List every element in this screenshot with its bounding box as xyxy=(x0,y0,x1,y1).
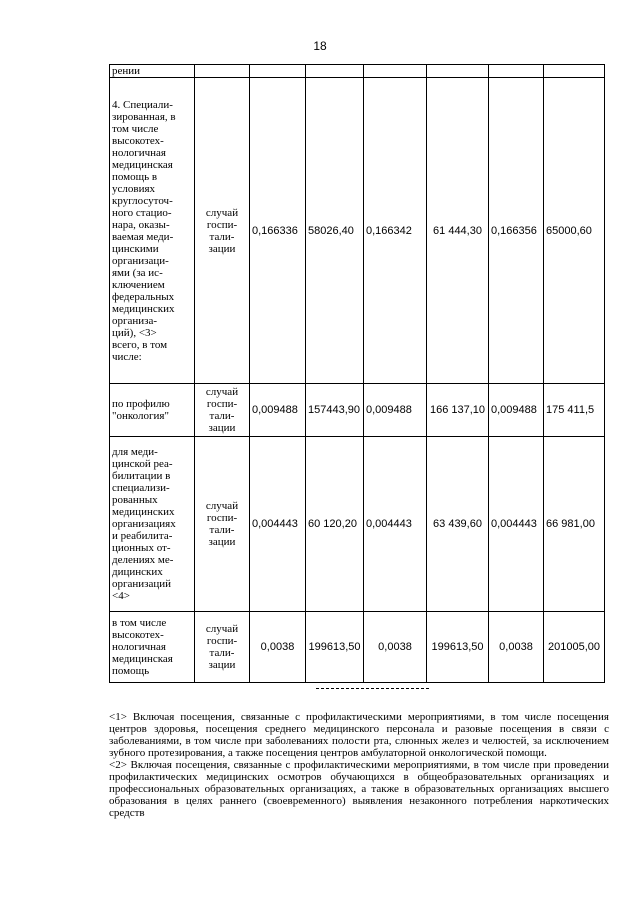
page-number: 18 xyxy=(313,39,327,53)
name-line: медицинских xyxy=(112,302,175,315)
value-cell: 0,009488 xyxy=(250,384,306,437)
unit-line: госпи- xyxy=(206,512,238,524)
unit-line: зации xyxy=(208,659,236,671)
unit-line: зации xyxy=(208,536,236,548)
footnote-1: <1> Включая посещения, связанные с профилактическими мероприятиями, в том числе посещения центров здоровья, посещения среднего медицинского персонала и разовые посещения в связи с заболеваниями, в том числе при заболеваниях полости рта, слюнных желез и челюстей, за исключением зубного протезирования, а также посещения центров амбулаторной онкологической помощи. xyxy=(109,711,609,759)
name-line: и реабилита- xyxy=(112,530,173,542)
name-line: организаци- xyxy=(112,254,169,267)
unit-line: госпи- xyxy=(206,218,238,231)
name-line: ного стацио- xyxy=(112,206,172,219)
unit-line: случай xyxy=(205,386,239,398)
value-cell: 157443,90 xyxy=(306,384,364,437)
value-cell: 0,0038 xyxy=(489,612,544,683)
name-line: организаций xyxy=(112,578,172,590)
table-body xyxy=(110,65,605,683)
value-cell: 199613,50 xyxy=(306,612,364,683)
name-line: круглосуточ- xyxy=(112,194,173,207)
unit-line: тали- xyxy=(209,230,235,243)
value-cell: 66 981,00 xyxy=(544,437,605,612)
unit-cell xyxy=(195,78,250,384)
row-name-cell xyxy=(110,78,195,384)
footnote-separator xyxy=(316,688,429,689)
name-line: ключением xyxy=(112,278,165,291)
name-line: медицинских xyxy=(112,506,175,518)
unit-cell xyxy=(195,384,250,437)
name-line: помощь xyxy=(112,665,150,677)
value-cell xyxy=(250,65,306,78)
name-line: по профилю xyxy=(112,398,170,410)
footnotes xyxy=(109,711,609,819)
name-line: условиях xyxy=(112,182,156,195)
value-cell: 0,166342 xyxy=(364,78,427,384)
table-row xyxy=(110,437,605,612)
name-line: высокотех- xyxy=(112,134,164,147)
name-line: для меди- xyxy=(112,446,158,458)
name-line: медицинская xyxy=(112,653,173,665)
name-line: зированная, в xyxy=(112,110,176,123)
value-cell: 199613,50 xyxy=(427,612,489,683)
name-line: ваемая меди- xyxy=(112,230,174,243)
value-cell: 0,004443 xyxy=(489,437,544,612)
name-line: дицинских xyxy=(112,566,163,578)
name-line: нара, оказы- xyxy=(112,218,170,231)
value-cell: 60 120,20 xyxy=(306,437,364,612)
value-cell xyxy=(306,65,364,78)
unit-line: госпи- xyxy=(206,635,238,647)
value-cell: 65000,60 xyxy=(544,78,605,384)
value-cell: 166 137,10 xyxy=(427,384,489,437)
value-cell: 201005,00 xyxy=(544,612,605,683)
unit-line: случай xyxy=(205,206,239,219)
unit-cell xyxy=(195,612,250,683)
value-cell: 0,009488 xyxy=(489,384,544,437)
unit-line: тали- xyxy=(209,647,235,659)
value-cell xyxy=(364,65,427,78)
name-line: билитации в xyxy=(112,470,171,482)
value-cell: 61 444,30 xyxy=(427,78,489,384)
name-line: организациях xyxy=(112,518,176,530)
name-line: числе: xyxy=(112,350,142,363)
name-line: нологичная xyxy=(112,146,166,159)
value-cell: 0,004443 xyxy=(364,437,427,612)
name-line: цинской реа- xyxy=(112,458,173,470)
name-line: организа- xyxy=(112,314,158,327)
unit-line: зации xyxy=(208,242,236,255)
value-cell: 0,0038 xyxy=(250,612,306,683)
value-cell: 0,166336 xyxy=(250,78,306,384)
row-name-cell xyxy=(110,437,195,612)
name-line: рованных xyxy=(112,494,158,506)
table-row xyxy=(110,612,605,683)
value-cell: 58026,40 xyxy=(306,78,364,384)
row-name-cell xyxy=(110,384,195,437)
value-cell: 0,009488 xyxy=(364,384,427,437)
name-line: 4. Специали- xyxy=(112,98,173,111)
unit-cell xyxy=(195,437,250,612)
table-row xyxy=(110,78,605,384)
name-line: цинскими xyxy=(112,242,159,255)
name-line: медицинская xyxy=(112,158,173,171)
unit-line: зации xyxy=(208,422,236,434)
value-cell: 0,004443 xyxy=(250,437,306,612)
footnote-2: <2> Включая посещения, связанные с профилактическими мероприятиями, в том числе при проведении профилактических медицинских осмотров обучающихся в общеобразовательных организациях и профессиональных образовательных организациях, а также в образовательных организациях высшего образования в целях раннего (своевременного) выявления незаконного потребления наркотических средств xyxy=(109,759,609,819)
unit-line: тали- xyxy=(209,410,235,422)
name-line: всего, в том xyxy=(112,338,168,351)
data-table xyxy=(109,64,605,683)
unit-line: тали- xyxy=(209,524,235,536)
table-row xyxy=(110,65,605,78)
name-line: в том числе xyxy=(112,617,167,629)
name-line: нологичная xyxy=(112,641,166,653)
unit-line: госпи- xyxy=(206,398,238,410)
value-cell xyxy=(427,65,489,78)
name-line: делениях ме- xyxy=(112,554,174,566)
value-cell: 63 439,60 xyxy=(427,437,489,612)
name-line: ционных от- xyxy=(112,542,171,554)
name-line: "онкология" xyxy=(112,410,169,422)
name-line: специализи- xyxy=(112,482,170,494)
row-name-cell xyxy=(110,612,195,683)
name-line: <4> xyxy=(112,590,130,602)
table-row xyxy=(110,384,605,437)
unit-line: случай xyxy=(205,623,239,635)
value-cell: 0,0038 xyxy=(364,612,427,683)
row-name-cell: рении xyxy=(110,65,195,78)
name-line: помощь в xyxy=(112,170,158,183)
name-line: ями (за ис- xyxy=(112,266,163,279)
name-line: высокотех- xyxy=(112,629,164,641)
value-cell xyxy=(489,65,544,78)
value-cell: 0,166356 xyxy=(489,78,544,384)
unit-cell xyxy=(195,65,250,78)
name-line: том числе xyxy=(112,122,159,135)
name-line: ций), <3> xyxy=(112,326,157,339)
value-cell: 175 411,5 xyxy=(544,384,605,437)
name-line: федеральных xyxy=(112,290,175,303)
unit-line: случай xyxy=(205,500,239,512)
value-cell xyxy=(544,65,605,78)
